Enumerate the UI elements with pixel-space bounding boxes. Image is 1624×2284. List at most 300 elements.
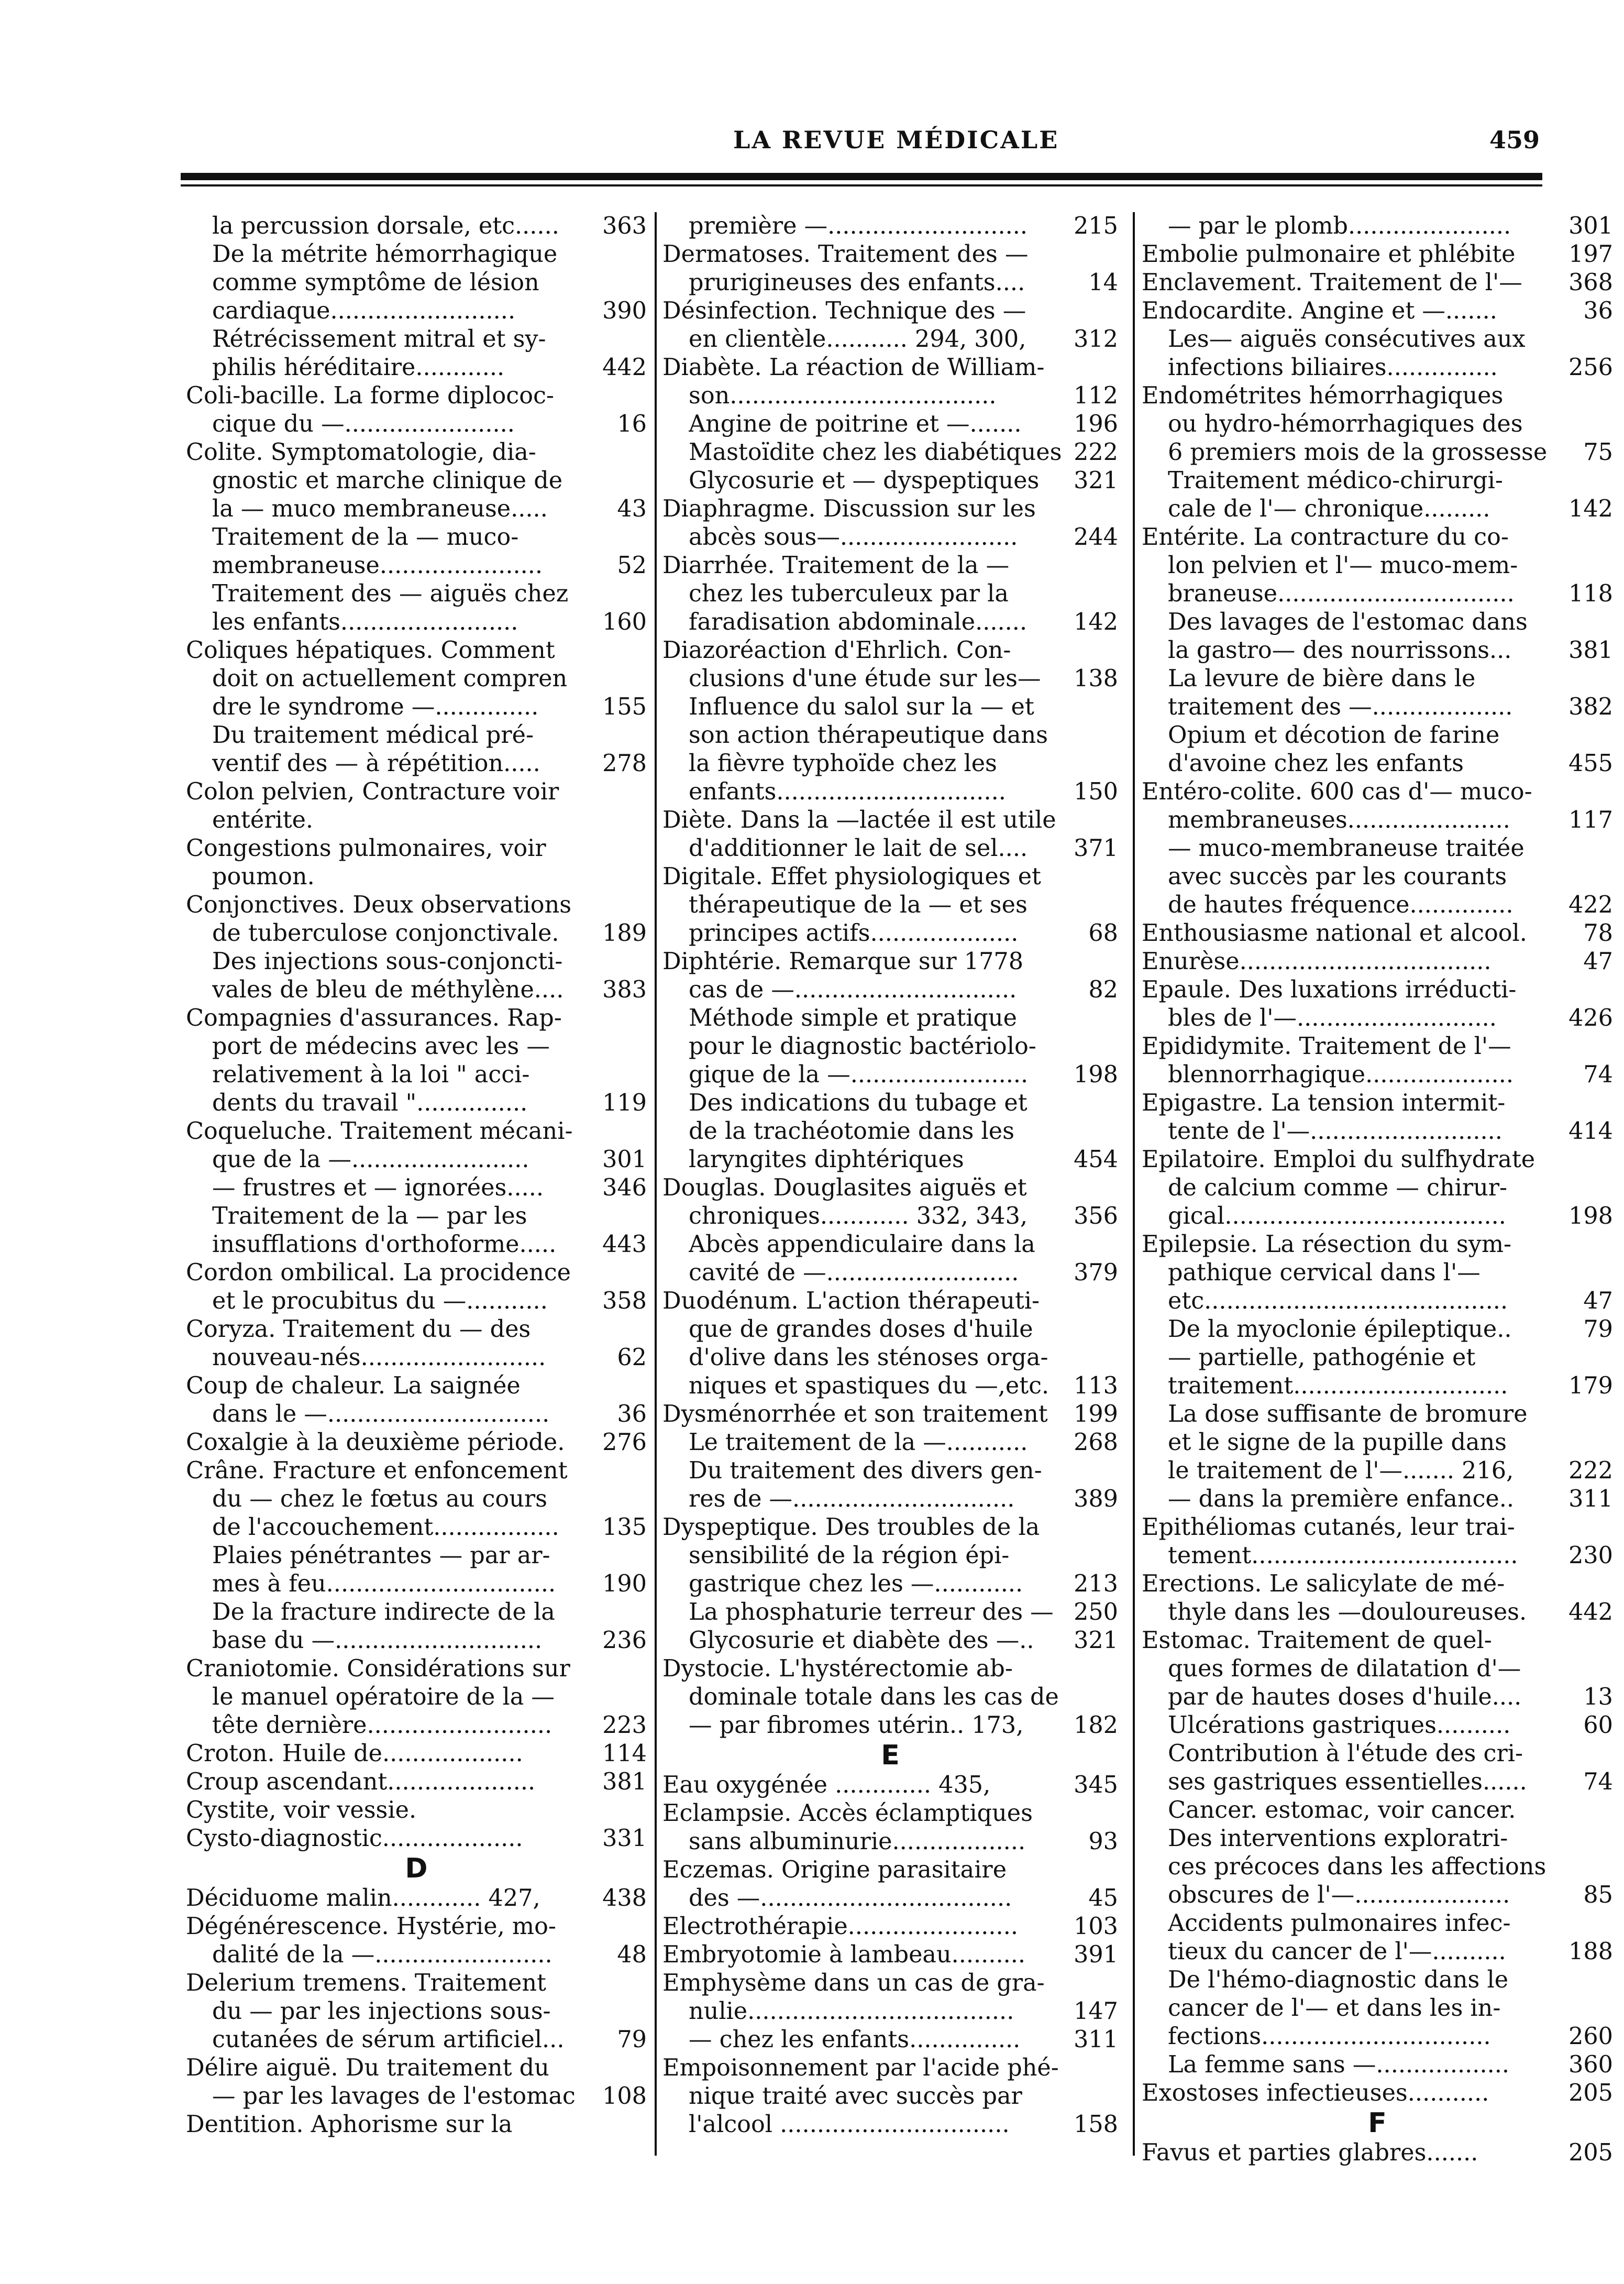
page-ref bbox=[642, 382, 647, 410]
entry-text: De l'hémo-diagnostic dans le bbox=[1168, 1967, 1509, 1993]
entry-text: Favus et parties glabres....... bbox=[1142, 2139, 1478, 2166]
entry-line bbox=[1142, 1655, 1613, 1683]
page-ref: 103 bbox=[1074, 1913, 1118, 1940]
entry-text: Estomac. Traitement de quel- bbox=[1142, 1627, 1492, 1654]
entry-line bbox=[662, 693, 1118, 721]
page-ref bbox=[1608, 1513, 1613, 1542]
entry-text: Entérite. La contracture du co- bbox=[1142, 524, 1509, 551]
entry-line bbox=[662, 1884, 1118, 1913]
index-entry bbox=[186, 1315, 647, 1372]
entry-text: Embolie pulmonaire et phlébite bbox=[1142, 241, 1516, 268]
entry-line bbox=[1142, 1966, 1613, 1994]
page-ref bbox=[642, 1542, 647, 1570]
entry-line bbox=[662, 495, 1118, 523]
page-ref: 147 bbox=[1074, 1998, 1118, 2025]
page-ref: 74 bbox=[1583, 1061, 1613, 1088]
entry-line bbox=[662, 863, 1118, 891]
page-ref bbox=[1113, 1287, 1118, 1315]
page-ref bbox=[642, 1117, 647, 1146]
entry-text: Angine de poitrine et —....... bbox=[689, 411, 1022, 437]
page-ref: 108 bbox=[602, 2083, 647, 2110]
entry-line bbox=[186, 1683, 647, 1711]
index-entry bbox=[186, 1969, 647, 2054]
index-entry bbox=[1142, 721, 1613, 778]
entry-text: Entéro-colite. 600 cas d'— muco- bbox=[1142, 778, 1532, 805]
page-ref: 368 bbox=[1568, 269, 1613, 296]
page-ref: 381 bbox=[602, 1769, 647, 1795]
entry-line bbox=[662, 1997, 1118, 2026]
index-entry bbox=[1142, 1740, 1613, 1796]
entry-text: Embryotomie à lambeau.......... bbox=[662, 1941, 1026, 1968]
entry-text: la percussion dorsale, etc...... bbox=[212, 213, 559, 239]
entry-line bbox=[662, 948, 1118, 976]
index-entry bbox=[1142, 523, 1613, 608]
page-ref: 43 bbox=[617, 496, 647, 522]
entry-text: Eczemas. Origine parasitaire bbox=[662, 1857, 1007, 1883]
entry-line bbox=[662, 608, 1118, 636]
entry-text: par de hautes doses d'huile.... bbox=[1168, 1684, 1522, 1710]
page-ref: 114 bbox=[602, 1740, 647, 1767]
entry-line bbox=[662, 1570, 1118, 1598]
entry-line bbox=[662, 1913, 1118, 1941]
entry-text: le manuel opératoire de la — bbox=[212, 1684, 555, 1710]
entry-line bbox=[186, 325, 647, 354]
page-ref bbox=[642, 580, 647, 608]
entry-text: de calcium comme — chirur- bbox=[1168, 1174, 1508, 1201]
entry-text: première —........................... bbox=[689, 213, 1028, 239]
entry-line bbox=[186, 1231, 647, 1259]
page-ref bbox=[642, 721, 647, 750]
entry-line bbox=[186, 438, 647, 467]
entry-line bbox=[1142, 1457, 1613, 1485]
entry-line bbox=[186, 240, 647, 269]
index-entry bbox=[186, 1884, 647, 1913]
index-entry bbox=[1142, 1089, 1613, 1146]
entry-text: des —.................................. bbox=[689, 1885, 1012, 1912]
entry-text: — dans la première enfance.. bbox=[1168, 1486, 1515, 1512]
entry-line bbox=[662, 721, 1118, 750]
page-ref: 442 bbox=[1568, 1599, 1613, 1626]
entry-line bbox=[1142, 1627, 1613, 1655]
entry-text: doit on actuellement compren bbox=[212, 665, 568, 692]
page-ref: 223 bbox=[602, 1712, 647, 1739]
entry-line bbox=[1142, 1061, 1613, 1089]
entry-line bbox=[186, 1655, 647, 1683]
entry-line bbox=[1142, 552, 1613, 580]
entry-text: son action thérapeutique dans bbox=[689, 722, 1048, 749]
entry-text: Enurèse.................................. bbox=[1142, 948, 1492, 975]
entry-line bbox=[662, 1315, 1118, 1344]
entry-text: de la trachéotomie dans les bbox=[689, 1118, 1014, 1145]
index-entry bbox=[186, 834, 647, 891]
page-ref: 188 bbox=[1568, 1938, 1613, 1965]
entry-line bbox=[186, 834, 647, 863]
header-rule bbox=[181, 173, 1542, 180]
page-ref bbox=[1113, 1457, 1118, 1485]
page-ref: 250 bbox=[1074, 1599, 1118, 1626]
entry-text: La phosphaturie terreur des — bbox=[689, 1599, 1054, 1626]
page-ref bbox=[1113, 1513, 1118, 1542]
entry-line bbox=[662, 580, 1118, 608]
entry-text: nique traité avec succès par bbox=[689, 2083, 1022, 2110]
page-ref: 78 bbox=[1583, 920, 1613, 947]
page-ref: 358 bbox=[602, 1288, 647, 1314]
entry-text: fections............................... bbox=[1168, 2023, 1491, 2050]
entry-text: ses gastriques essentielles...... bbox=[1168, 1769, 1527, 1795]
page-ref: 382 bbox=[1568, 694, 1613, 720]
page-number: 459 bbox=[1489, 126, 1540, 154]
entry-line bbox=[1142, 1033, 1613, 1061]
entry-text: La dose suffisante de bromure bbox=[1168, 1401, 1528, 1427]
entry-text: — partielle, pathogénie et bbox=[1168, 1344, 1476, 1371]
index-entry bbox=[662, 552, 1118, 636]
entry-line bbox=[1142, 1146, 1613, 1174]
entry-text: etc......................................... bbox=[1168, 1288, 1508, 1314]
entry-line bbox=[662, 806, 1118, 834]
entry-line bbox=[1142, 1202, 1613, 1231]
entry-line bbox=[662, 1485, 1118, 1513]
page-ref: 199 bbox=[1074, 1401, 1118, 1427]
page-ref bbox=[1113, 354, 1118, 382]
entry-line bbox=[1142, 382, 1613, 410]
page-ref bbox=[642, 240, 647, 269]
index-entry bbox=[186, 438, 647, 523]
entry-text: — par fibromes utérin.. 173, bbox=[689, 1712, 1024, 1739]
entry-text: De la myoclonie épileptique.. bbox=[1168, 1316, 1512, 1343]
entry-line bbox=[186, 1287, 647, 1315]
entry-line bbox=[186, 778, 647, 806]
page-ref: 198 bbox=[1568, 1203, 1613, 1229]
page-ref: 311 bbox=[1568, 1486, 1613, 1512]
entry-line bbox=[186, 750, 647, 778]
entry-line bbox=[1142, 1683, 1613, 1711]
entry-text: tente de l'—.......................... bbox=[1168, 1118, 1503, 1145]
entry-line bbox=[1142, 1598, 1613, 1627]
page-ref bbox=[1113, 1315, 1118, 1344]
entry-text: de hautes fréquence.............. bbox=[1168, 892, 1513, 918]
entry-line bbox=[662, 1683, 1118, 1711]
index-entry bbox=[1142, 665, 1613, 721]
entry-text: gastrique chez les —............ bbox=[689, 1571, 1023, 1597]
page-ref: 356 bbox=[1074, 1203, 1118, 1229]
entry-text: poumon. bbox=[212, 863, 315, 890]
entry-text: obscures de l'—..................... bbox=[1168, 1882, 1510, 1908]
page-ref bbox=[1608, 1627, 1613, 1655]
index-entry bbox=[1142, 948, 1613, 976]
index-entry bbox=[186, 325, 647, 382]
entry-line bbox=[186, 1598, 647, 1627]
index-entry bbox=[662, 1799, 1118, 1856]
entry-line bbox=[1142, 721, 1613, 750]
entry-text: Du traitement des divers gen- bbox=[689, 1457, 1042, 1484]
page-ref bbox=[1113, 240, 1118, 269]
index-entry bbox=[662, 1913, 1118, 1941]
index-entry bbox=[662, 410, 1118, 438]
entry-text: Coliques hépatiques. Comment bbox=[186, 637, 555, 664]
entry-line bbox=[1142, 1400, 1613, 1429]
page-ref: 112 bbox=[1074, 382, 1118, 409]
entry-line bbox=[662, 1117, 1118, 1146]
entry-line bbox=[1142, 1004, 1613, 1033]
entry-text: Electrothérapie....................... bbox=[662, 1913, 1018, 1940]
entry-text: membraneuses...................... bbox=[1168, 807, 1510, 833]
page-ref: 117 bbox=[1568, 807, 1613, 833]
index-entry bbox=[186, 1796, 647, 1825]
page-ref bbox=[1113, 1344, 1118, 1372]
entry-line bbox=[1142, 1089, 1613, 1117]
entry-line bbox=[186, 863, 647, 891]
page-ref: 79 bbox=[617, 2026, 647, 2053]
page-ref: 74 bbox=[1583, 1769, 1613, 1795]
entry-text: tête dernière......................... bbox=[212, 1712, 553, 1739]
entry-text: Désinfection. Technique des — bbox=[662, 298, 1026, 324]
entry-text: mes à feu............................... bbox=[212, 1571, 556, 1597]
entry-text: en clientèle........... 294, 300, bbox=[689, 326, 1026, 353]
page-header bbox=[178, 126, 1540, 168]
page-ref: 379 bbox=[1074, 1259, 1118, 1286]
entry-line bbox=[662, 552, 1118, 580]
page-ref: 160 bbox=[602, 609, 647, 635]
page-ref bbox=[1608, 1909, 1613, 1938]
index-entry bbox=[662, 1457, 1118, 1513]
index-entry bbox=[1142, 778, 1613, 834]
entry-line bbox=[1142, 1485, 1613, 1513]
entry-text: Diphtérie. Remarque sur 1778 bbox=[662, 948, 1024, 975]
index-entry bbox=[186, 2111, 647, 2139]
page-ref: 48 bbox=[617, 1941, 647, 1968]
entry-line bbox=[1142, 608, 1613, 636]
page-ref: 119 bbox=[602, 1090, 647, 1116]
entry-line bbox=[662, 269, 1118, 297]
entry-text: Epilepsie. La résection du sym- bbox=[1142, 1231, 1512, 1258]
entry-line bbox=[1142, 1825, 1613, 1853]
page-ref: 198 bbox=[1074, 1061, 1118, 1088]
entry-text: que de grandes doses d'huile bbox=[689, 1316, 1033, 1343]
page-ref: 142 bbox=[1074, 609, 1118, 635]
entry-text: Plaies pénétrantes — par ar- bbox=[212, 1542, 550, 1569]
entry-line bbox=[1142, 269, 1613, 297]
entry-line bbox=[662, 1429, 1118, 1457]
page-ref bbox=[642, 806, 647, 834]
entry-text: Délire aiguë. Du traitement du bbox=[186, 2055, 549, 2081]
entry-text: Traitement des — aiguës chez bbox=[212, 580, 569, 607]
index-entry bbox=[662, 212, 1118, 240]
page-ref bbox=[1113, 495, 1118, 523]
entry-text: bles de l'—........................... bbox=[1168, 1005, 1497, 1031]
index-entry bbox=[1142, 919, 1613, 948]
entry-line bbox=[1142, 1117, 1613, 1146]
entry-line bbox=[186, 1941, 647, 1969]
entry-line bbox=[662, 1344, 1118, 1372]
entry-line bbox=[186, 2111, 647, 2139]
page-ref bbox=[642, 325, 647, 354]
entry-line bbox=[1142, 778, 1613, 806]
entry-line bbox=[186, 891, 647, 919]
entry-line bbox=[662, 1799, 1118, 1828]
page-ref: 138 bbox=[1074, 665, 1118, 692]
entry-line bbox=[662, 523, 1118, 552]
entry-text: lon pelvien et l'— muco-mem- bbox=[1168, 552, 1518, 579]
page-ref bbox=[1113, 1856, 1118, 1884]
page-ref bbox=[1113, 1089, 1118, 1117]
page-ref: 244 bbox=[1074, 524, 1118, 551]
index-entry bbox=[662, 240, 1118, 297]
index-entry bbox=[1142, 1570, 1613, 1627]
entry-line bbox=[1142, 1570, 1613, 1598]
index-entry bbox=[662, 2026, 1118, 2054]
entry-line bbox=[662, 2054, 1118, 2082]
page-ref bbox=[1608, 1033, 1613, 1061]
index-entry bbox=[662, 1856, 1118, 1913]
entry-line bbox=[662, 1400, 1118, 1429]
entry-line bbox=[1142, 1796, 1613, 1825]
page-ref: 438 bbox=[602, 1885, 647, 1912]
entry-text: Opium et décotion de farine bbox=[1168, 722, 1500, 749]
entry-text: Colon pelvien, Contracture voir bbox=[186, 778, 559, 805]
index-entry bbox=[1142, 1627, 1613, 1711]
entry-line bbox=[662, 240, 1118, 269]
entry-line bbox=[662, 976, 1118, 1004]
entry-text: cutanées de sérum artificiel... bbox=[212, 2026, 565, 2053]
entry-text: Coup de chaleur. La saignée bbox=[186, 1372, 521, 1399]
entry-text: Endocardite. Angine et —....... bbox=[1142, 298, 1497, 324]
page-ref bbox=[1608, 382, 1613, 410]
page-ref bbox=[1608, 976, 1613, 1004]
entry-text: Abcès appendiculaire dans la bbox=[689, 1231, 1035, 1258]
entry-line bbox=[186, 467, 647, 495]
entry-text: sensibilité de la région épi- bbox=[689, 1542, 1010, 1569]
index-entry bbox=[662, 1089, 1118, 1174]
index-entry bbox=[1142, 834, 1613, 919]
entry-text: ces précoces dans les affections bbox=[1168, 1853, 1546, 1880]
page-ref bbox=[1113, 750, 1118, 778]
entry-text: relativement à la loi " acci- bbox=[212, 1061, 530, 1088]
entry-line bbox=[186, 1315, 647, 1344]
entry-text: la fièvre typhoïde chez les bbox=[689, 750, 997, 777]
entry-text: la gastro— des nourrissons... bbox=[1168, 637, 1512, 664]
page-ref: 205 bbox=[1568, 2080, 1613, 2106]
index-entry bbox=[1142, 2051, 1613, 2079]
index-entry bbox=[662, 1598, 1118, 1627]
page-ref bbox=[642, 1004, 647, 1033]
entry-text: Enthousiasme national et alcool. bbox=[1142, 920, 1527, 947]
page-ref bbox=[1113, 1969, 1118, 1997]
entry-line bbox=[186, 269, 647, 297]
entry-line bbox=[186, 693, 647, 721]
entry-text: cardiaque......................... bbox=[212, 298, 516, 324]
entry-text: insufflations d'orthoforme..... bbox=[212, 1231, 557, 1258]
page-ref: 371 bbox=[1074, 835, 1118, 862]
entry-text: Glycosurie et — dyspeptiques bbox=[689, 467, 1040, 494]
entry-line bbox=[1142, 467, 1613, 495]
page-ref bbox=[1113, 1117, 1118, 1146]
page-ref bbox=[1608, 1570, 1613, 1598]
entry-text: et le signe de la pupille dans bbox=[1168, 1429, 1507, 1456]
entry-line bbox=[662, 1828, 1118, 1856]
running-title: LA REVUE MÉDICALE bbox=[733, 126, 1059, 154]
entry-text: pour le diagnostic bactériolo- bbox=[689, 1033, 1036, 1060]
entry-text: — chez les enfants............... bbox=[689, 2026, 1021, 2053]
column-divider bbox=[1133, 212, 1135, 2156]
entry-text: Endométrites hémorrhagiques bbox=[1142, 382, 1504, 409]
entry-line bbox=[186, 1768, 647, 1796]
page-ref: 215 bbox=[1074, 213, 1118, 239]
index-entry bbox=[662, 1174, 1118, 1231]
entry-text: gique de la —........................ bbox=[689, 1061, 1029, 1088]
entry-text: Influence du salol sur la — et bbox=[689, 694, 1034, 720]
index-entry bbox=[662, 495, 1118, 552]
page-ref: 321 bbox=[1074, 1627, 1118, 1654]
entry-text: que de la —........................ bbox=[212, 1146, 529, 1173]
index-entry bbox=[662, 1400, 1118, 1429]
entry-text: Diazoréaction d'Ehrlich. Con- bbox=[662, 637, 1011, 664]
index-entry bbox=[1142, 1033, 1613, 1089]
page-ref bbox=[1113, 1004, 1118, 1033]
entry-text: Douglas. Douglasites aiguës et bbox=[662, 1174, 1027, 1201]
page-ref: 230 bbox=[1568, 1542, 1613, 1569]
entry-text: dans le —.............................. bbox=[212, 1401, 550, 1427]
index-entry bbox=[1142, 1344, 1613, 1400]
entry-text: Dyspeptique. Des troubles de la bbox=[662, 1514, 1040, 1541]
entry-line bbox=[1142, 354, 1613, 382]
index-column-2 bbox=[662, 212, 1118, 2150]
page-ref bbox=[1608, 1344, 1613, 1372]
index-entry bbox=[186, 382, 647, 438]
index-entry bbox=[1142, 1513, 1613, 1570]
index-entry bbox=[1142, 1315, 1613, 1344]
page-ref: 47 bbox=[1583, 948, 1613, 975]
entry-text: dominale totale dans les cas de bbox=[689, 1684, 1059, 1710]
page-ref: 422 bbox=[1568, 892, 1613, 918]
entry-text: gnostic et marche clinique de bbox=[212, 467, 563, 494]
page-ref: 85 bbox=[1583, 1882, 1613, 1908]
entry-text: Coxalgie à la deuxième période. bbox=[186, 1429, 565, 1456]
entry-text: Traitement de la — par les bbox=[212, 1203, 527, 1229]
entry-line bbox=[1142, 693, 1613, 721]
page-ref: 190 bbox=[602, 1571, 647, 1597]
entry-text: Traitement médico-chirurgi- bbox=[1168, 467, 1503, 494]
page-ref: 36 bbox=[1583, 298, 1613, 324]
page-ref: 155 bbox=[602, 694, 647, 720]
entry-text: chez les tuberculeux par la bbox=[689, 580, 1009, 607]
entry-line bbox=[662, 1061, 1118, 1089]
entry-text: Digitale. Effet physiologiques et bbox=[662, 863, 1041, 890]
entry-line bbox=[1142, 834, 1613, 863]
entry-text: Epilatoire. Emploi du sulfhydrate bbox=[1142, 1146, 1535, 1173]
entry-line bbox=[1142, 750, 1613, 778]
entry-text: Diarrhée. Traitement de la — bbox=[662, 552, 1010, 579]
entry-text: cale de l'— chronique......... bbox=[1168, 496, 1490, 522]
page-ref: 390 bbox=[602, 298, 647, 324]
entry-line bbox=[662, 1089, 1118, 1117]
entry-text: Colite. Symptomatologie, dia- bbox=[186, 439, 536, 466]
index-entry bbox=[662, 693, 1118, 806]
entry-line bbox=[186, 1570, 647, 1598]
index-entry bbox=[1142, 1966, 1613, 2051]
entry-line bbox=[186, 1146, 647, 1174]
page-ref: 189 bbox=[602, 920, 647, 947]
index-entry bbox=[186, 1429, 647, 1457]
entry-text: Des lavages de l'estomac dans bbox=[1168, 609, 1528, 635]
index-entry bbox=[662, 1287, 1118, 1400]
page-ref bbox=[1608, 1853, 1613, 1881]
entry-line bbox=[662, 212, 1118, 240]
page-ref bbox=[1608, 608, 1613, 636]
entry-text: cavité de —.......................... bbox=[689, 1259, 1019, 1286]
entry-line bbox=[186, 1542, 647, 1570]
entry-line bbox=[1142, 1315, 1613, 1344]
entry-text: Rétrécissement mitral et sy- bbox=[212, 326, 546, 353]
